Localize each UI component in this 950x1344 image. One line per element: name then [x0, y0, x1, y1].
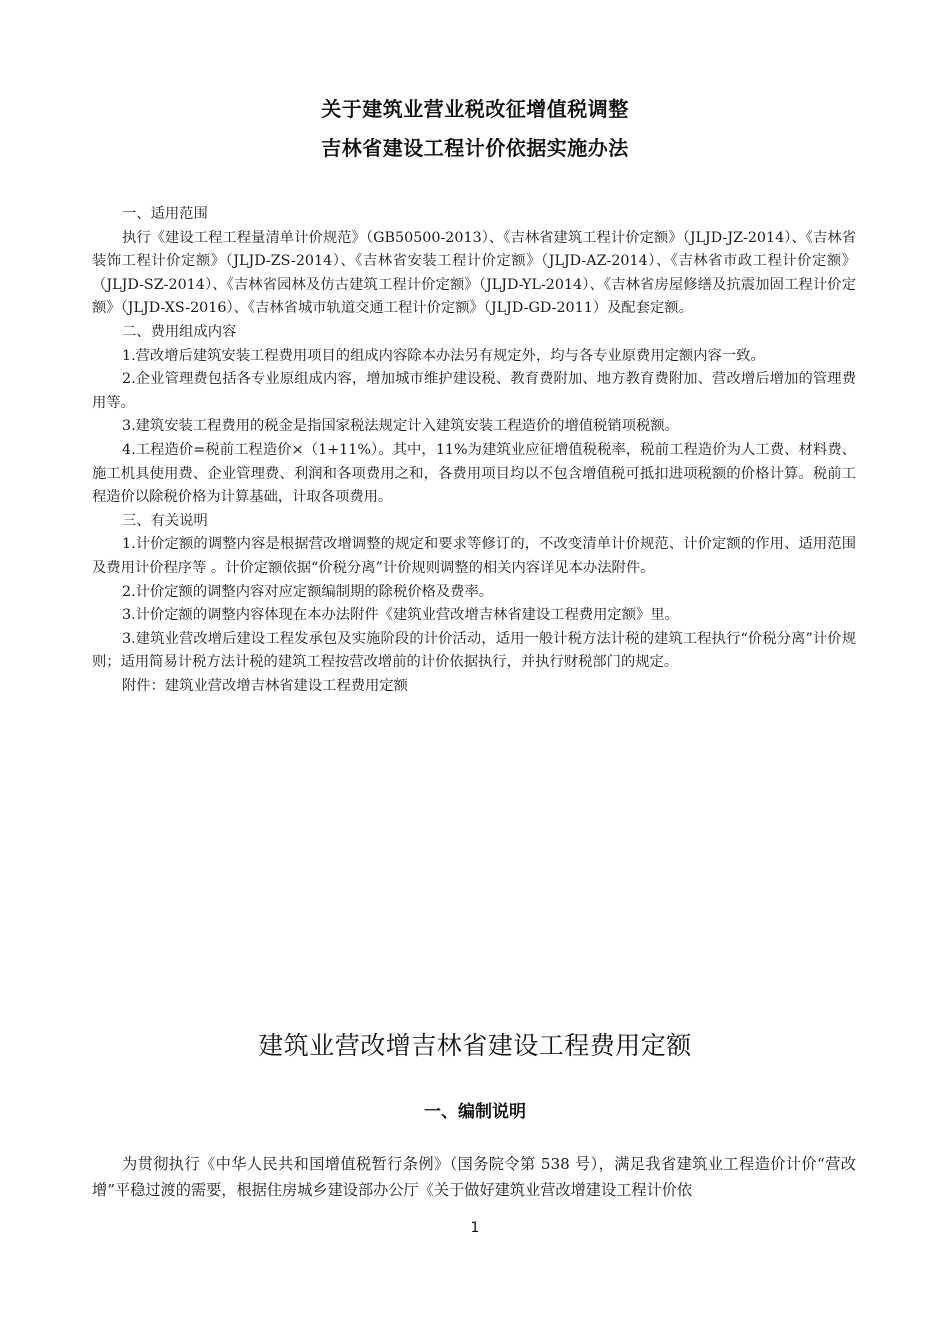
document-title-line-2: 吉林省建设工程计价依据实施办法	[321, 136, 629, 160]
attachment-paragraph: 为贯彻执行《中华人民共和国增值税暂行条例》（国务院令第 538 号），满足我省建筑业工程造价计价“营改增”平稳过渡的需要，根据住房城乡建设部办公厅《关于做好建筑业营改增建设工程计价依	[92, 1155, 856, 1199]
paragraph-note-3: 3.计价定额的调整内容体现在本办法附件《建筑业营改增吉林省建设工程费用定额》里。	[122, 607, 679, 624]
section-heading-scope: 一、适用范围	[122, 206, 208, 222]
attachment-section-title: 一、编制说明	[424, 1102, 526, 1122]
attachment-reference: 附件：建筑业营改增吉林省建设工程费用定额	[122, 677, 408, 694]
paragraph-note-2: 2.计价定额的调整内容对应定额编制期的除税价格及费率。	[122, 583, 494, 600]
section-heading-cost-composition: 二、费用组成内容	[122, 323, 237, 340]
document-body	[92, 203, 856, 698]
paragraph-cost-4: 4.工程造价=税前工程造价×（1+11%）。其中，11%为建筑业应征增值税税率，税前工程造价为人工费、材料费、施工机具使用费、企业管理费、利润和各项费用之和，各费用项目均以不包含增值税可抵扣进项税额的价格计算。税前工程造价以除税价格为计算基础，计取各项费用。	[92, 441, 856, 506]
paragraph-note-1: 1.计价定额的调整内容是根据营改增调整的规定和要求等修订的，不改变清单计价规范、计价定额的作用、适用范围及费用计价程序等 。计价定额依据“价税分离”计价规则调整的相关内容详见本办法附件。	[92, 536, 856, 576]
paragraph-scope: 执行《建设工程工程量清单计价规范》（GB50500-2013）、《吉林省建筑工程计价定额》（JLJD-JZ-2014）、《吉林省装饰工程计价定额》（JLJD-ZS-2014）、《吉林省安装工程计价定额》（JLJD-AZ-2014）、《吉林省市政工程计价定额》（JLJD-SZ-2014）、《吉林省园林及仿古建筑工程计价定额》（JLJD-YL-2014）、《吉林省房屋修缮及抗震加固工程计价定额》（JLJD-XS-2016）、《吉林省城市轨道交通工程计价定额》（JLJD-GD-2011）及配套定额。	[92, 229, 856, 317]
attachment-body	[92, 1151, 856, 1203]
paragraph-note-4: 3.建筑业营改增后建设工程发承包及实施阶段的计价活动，适用一般计税方法计税的建筑工程执行“价税分离”计价规则；适用简易计税方法计税的建筑工程按营改增前的计价依据执行，并执行财税部门的规定。	[92, 630, 856, 671]
page-number: 1	[470, 1220, 480, 1236]
paragraph-cost-2: 2.企业管理费包括各专业原组成内容，增加城市维护建设税、教育费附加、地方教育费附加、营改增后增加的管理费用等。	[92, 371, 856, 411]
document-title-line-1: 关于建筑业营业税改征增值税调整	[321, 97, 629, 121]
paragraph-cost-1: 1.营改增后建筑安装工程费用项目的组成内容除本办法另有规定外，均与各专业原费用定额内容一致。	[122, 347, 765, 364]
section-heading-notes: 三、有关说明	[122, 512, 208, 529]
attachment-title: 建筑业营改增吉林省建设工程费用定额	[258, 1031, 692, 1060]
paragraph-cost-3: 3.建筑安装工程费用的税金是指国家税法规定计入建筑安装工程造价的增值税销项税额。	[122, 418, 679, 435]
